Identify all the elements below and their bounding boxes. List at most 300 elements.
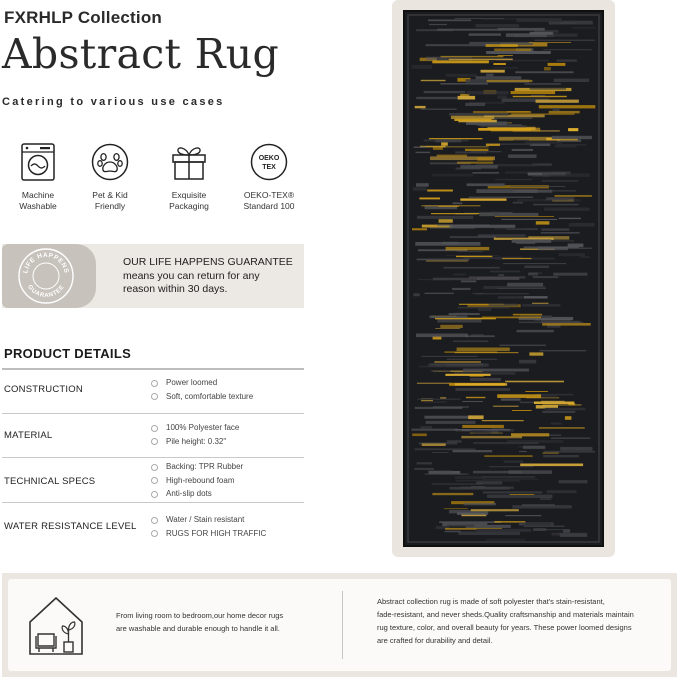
rug-texture-stroke bbox=[544, 67, 551, 70]
rug-texture-stroke bbox=[454, 429, 510, 430]
rug-texture-stroke bbox=[421, 426, 432, 428]
rug-texture-stroke bbox=[477, 529, 532, 532]
rug-texture-stroke bbox=[494, 228, 522, 229]
rug-texture-stroke bbox=[513, 140, 529, 141]
rug-texture-stroke bbox=[483, 491, 542, 493]
rug-texture-stroke bbox=[466, 397, 486, 398]
rug-texture-stroke bbox=[489, 304, 518, 307]
rug-texture-stroke bbox=[565, 416, 572, 420]
rug-texture-stroke bbox=[513, 202, 523, 204]
rug-texture-stroke bbox=[453, 341, 488, 342]
rug-texture-stroke bbox=[432, 493, 473, 495]
rug-texture-stroke bbox=[444, 508, 468, 509]
feature-machine-washable bbox=[2, 142, 74, 212]
rug-texture-stroke bbox=[524, 526, 565, 527]
rug-texture-stroke bbox=[412, 65, 432, 69]
rug-texture-stroke bbox=[543, 49, 591, 50]
detail-label: WATER RESISTANCE LEVEL bbox=[4, 521, 137, 532]
rug-texture-stroke bbox=[455, 151, 487, 153]
bottom-right-line2: fade-resistant, and never sheds.Quality craftsmanship and materials maintain bbox=[377, 610, 634, 619]
rug-texture-stroke bbox=[555, 195, 592, 197]
guarantee-text bbox=[123, 256, 303, 297]
rug-texture-stroke bbox=[461, 281, 476, 283]
rug-texture-stroke bbox=[447, 525, 474, 527]
rug-texture-stroke bbox=[544, 451, 595, 453]
rug-texture-stroke bbox=[416, 334, 468, 338]
rug-texture-stroke bbox=[452, 288, 471, 290]
rug-texture-stroke bbox=[539, 427, 585, 428]
rug-texture-stroke bbox=[460, 165, 497, 169]
rug-texture-stroke bbox=[505, 381, 564, 383]
rug-texture-stroke bbox=[467, 183, 505, 186]
rug-texture-stroke bbox=[453, 202, 463, 204]
rug-texture-stroke bbox=[473, 172, 500, 174]
rug-texture-stroke bbox=[493, 63, 506, 65]
rug-texture-stroke bbox=[525, 141, 562, 143]
bottom-info-card bbox=[8, 579, 671, 671]
rug-texture-stroke bbox=[456, 388, 511, 391]
rug-texture-stroke bbox=[544, 208, 590, 212]
page-title: Abstract Rug bbox=[2, 30, 280, 78]
rug-texture-stroke bbox=[414, 468, 434, 470]
rug-texture-stroke bbox=[559, 253, 585, 256]
rug-texture-stroke bbox=[454, 119, 491, 121]
rug-texture-stroke bbox=[513, 96, 567, 97]
rug-texture-stroke bbox=[541, 228, 569, 230]
rug-texture-stroke bbox=[441, 142, 448, 145]
rug-texture-stroke bbox=[414, 293, 420, 296]
rug-texture-stroke bbox=[525, 523, 551, 526]
rug-texture-stroke bbox=[519, 451, 527, 452]
rug-texture-stroke bbox=[457, 251, 483, 252]
badge-top-text: LIFE HAPPENS bbox=[22, 251, 70, 275]
rug-texture-stroke bbox=[428, 471, 451, 474]
bottom-right-line4: are crafted for durability and detail. bbox=[377, 636, 493, 645]
rug-texture-stroke bbox=[481, 70, 505, 73]
feature-label-line2: Friendly bbox=[94, 201, 126, 211]
rug-texture-stroke bbox=[524, 83, 560, 85]
bottom-info-panel bbox=[2, 573, 677, 677]
oeko-icon-text: OEKO bbox=[258, 155, 280, 162]
rug-texture-stroke bbox=[449, 313, 480, 315]
feature-label-line2: Standard 100 bbox=[243, 201, 295, 211]
detail-item: Backing: TPR Rubber bbox=[150, 462, 304, 476]
rug-texture-stroke bbox=[412, 434, 427, 437]
rug-texture-stroke bbox=[429, 316, 467, 319]
rug-texture-stroke bbox=[483, 479, 538, 480]
divider bbox=[2, 502, 304, 503]
rug-texture-stroke bbox=[486, 44, 518, 47]
rug-texture-stroke bbox=[432, 174, 474, 177]
rug-texture-stroke bbox=[512, 149, 533, 151]
paw-icon bbox=[90, 142, 130, 182]
rug-texture-stroke bbox=[499, 137, 560, 141]
rug-texture-stroke bbox=[429, 24, 447, 25]
feature-label-line1: Pet & Kid bbox=[92, 190, 128, 200]
guarantee-seal-icon bbox=[17, 247, 75, 305]
rug-texture-stroke bbox=[492, 67, 518, 68]
rug-texture-stroke bbox=[469, 197, 533, 198]
rug-texture-stroke bbox=[497, 288, 546, 289]
home-armchair-icon bbox=[26, 592, 86, 658]
rug-texture-stroke bbox=[541, 401, 565, 403]
rug-texture-stroke bbox=[538, 529, 567, 530]
rug-texture-stroke bbox=[437, 29, 503, 31]
rug-texture-stroke bbox=[487, 80, 533, 82]
divider bbox=[2, 368, 304, 370]
rug-texture-stroke bbox=[486, 144, 500, 146]
rug-texture-stroke bbox=[569, 223, 595, 227]
rug-texture-stroke bbox=[551, 423, 562, 425]
rug-texture-stroke bbox=[503, 263, 566, 264]
rug-texture-stroke bbox=[446, 74, 477, 77]
detail-label: CONSTRUCTION bbox=[4, 384, 83, 395]
rug-texture-stroke bbox=[512, 239, 552, 243]
rug-texture-stroke bbox=[464, 503, 496, 505]
rug-texture-stroke bbox=[458, 531, 520, 535]
detail-item: Water / Stain resistant bbox=[150, 515, 304, 529]
rug-texture-stroke bbox=[505, 515, 541, 516]
rug-texture-stroke bbox=[455, 383, 507, 385]
rug-texture-stroke bbox=[560, 447, 592, 451]
rug-texture-stroke bbox=[457, 512, 488, 514]
rug-texture-stroke bbox=[439, 219, 453, 223]
rug-texture-stroke bbox=[447, 359, 497, 360]
rug-texture-stroke bbox=[437, 224, 490, 226]
rug-texture-stroke bbox=[417, 259, 470, 261]
feature-label-line2: Washable bbox=[19, 201, 57, 211]
rug-texture-stroke bbox=[460, 198, 506, 200]
rug-texture-stroke bbox=[533, 204, 579, 206]
rug-texture-stroke bbox=[435, 328, 460, 329]
rug-texture-stroke bbox=[473, 111, 531, 113]
feature-label-line1: Exquisite bbox=[171, 190, 207, 200]
rug-texture-stroke bbox=[473, 442, 538, 444]
rug-texture-stroke bbox=[458, 96, 476, 100]
washing-machine-icon bbox=[18, 142, 58, 182]
rug-texture-stroke bbox=[462, 401, 483, 402]
rug-texture-stroke bbox=[440, 83, 488, 85]
rug-texture-stroke bbox=[568, 128, 578, 131]
rug-texture-stroke bbox=[417, 216, 473, 219]
rug-texture-stroke bbox=[482, 19, 535, 20]
bottom-left-line2: are washable and durable enough to handle it all. bbox=[116, 624, 280, 633]
rug-texture-stroke bbox=[533, 276, 559, 278]
bottom-left-text bbox=[116, 609, 326, 635]
rug-texture-stroke bbox=[476, 24, 520, 27]
rug-texture-stroke bbox=[501, 219, 557, 220]
rug-texture-stroke bbox=[530, 143, 550, 146]
rug-texture-stroke bbox=[513, 314, 542, 316]
rug-texture-stroke bbox=[465, 149, 488, 151]
rug-texture-stroke bbox=[413, 187, 427, 190]
rug-texture-stroke bbox=[580, 256, 589, 258]
rug-texture-stroke bbox=[528, 273, 538, 276]
rug-texture-stroke bbox=[530, 32, 553, 35]
rug-texture-stroke bbox=[422, 443, 446, 446]
oeko-tex-icon bbox=[249, 142, 289, 182]
rug-texture-stroke bbox=[525, 266, 550, 268]
rug-texture-stroke bbox=[479, 212, 500, 215]
divider bbox=[2, 457, 304, 458]
detail-label: TECHNICAL SPECS bbox=[4, 476, 96, 487]
rug-texture-stroke bbox=[411, 429, 457, 431]
rug-texture-stroke bbox=[440, 146, 489, 147]
rug-texture-stroke bbox=[512, 410, 532, 411]
rug-texture-stroke bbox=[495, 179, 532, 180]
rug-texture-stroke bbox=[470, 375, 484, 377]
rug-texture-stroke bbox=[425, 416, 473, 419]
rug-texture-stroke bbox=[516, 190, 576, 191]
feature-label-line1: Machine bbox=[21, 190, 55, 200]
rug-texture-stroke bbox=[524, 247, 579, 249]
rug-texture-stroke bbox=[535, 40, 596, 41]
rug-pattern bbox=[405, 12, 602, 545]
rug-texture-stroke bbox=[419, 198, 440, 200]
rug-texture-stroke bbox=[520, 464, 583, 467]
svg-text:GUARANTEE bbox=[26, 284, 66, 299]
bottom-left-line1: From living room to bedroom,our home decor rugs bbox=[116, 611, 284, 620]
rug-texture-stroke bbox=[542, 394, 557, 397]
rug-texture-stroke bbox=[523, 446, 545, 449]
rug-texture-stroke bbox=[469, 33, 501, 35]
rug-texture-stroke bbox=[557, 144, 586, 145]
rug-texture-stroke bbox=[440, 397, 446, 398]
rug-texture-stroke bbox=[417, 383, 451, 384]
rug-texture-stroke bbox=[449, 113, 508, 116]
rug-texture-stroke bbox=[467, 91, 509, 95]
rug-texture-stroke bbox=[421, 109, 457, 110]
rug-texture-stroke bbox=[542, 411, 575, 413]
rug-texture-stroke bbox=[509, 470, 552, 474]
rug-texture-stroke bbox=[482, 317, 541, 319]
rug-texture-stroke bbox=[475, 293, 529, 294]
rug-texture-stroke bbox=[517, 330, 554, 332]
divider bbox=[2, 413, 304, 414]
rug-texture-stroke bbox=[428, 20, 471, 22]
feature-label-line1: OEKO-TEX® bbox=[243, 190, 295, 200]
rug-texture-stroke bbox=[438, 319, 482, 323]
rug-texture-stroke bbox=[416, 152, 431, 153]
rug-texture-stroke bbox=[511, 114, 574, 115]
rug-texture-stroke bbox=[486, 51, 551, 54]
rug-texture-stroke bbox=[428, 364, 478, 367]
detail-items bbox=[150, 378, 304, 405]
rug-texture-stroke bbox=[486, 539, 525, 541]
rug-texture-stroke bbox=[543, 453, 559, 454]
rug-texture-stroke bbox=[510, 186, 565, 187]
bottom-right-line3: rug texture, color, and overall beauty for years. These power loomed designs bbox=[377, 623, 632, 632]
rug-texture-stroke bbox=[529, 352, 543, 355]
rug-texture-stroke bbox=[426, 261, 468, 262]
rug-texture-stroke bbox=[462, 425, 504, 428]
rug-texture-stroke bbox=[471, 509, 519, 511]
rug-texture-stroke bbox=[497, 394, 541, 398]
rug-texture-stroke bbox=[433, 406, 469, 407]
rug-texture-stroke bbox=[437, 155, 467, 157]
rug-texture-stroke bbox=[498, 274, 504, 276]
rug-texture-stroke bbox=[532, 303, 548, 304]
rug-texture-stroke bbox=[474, 430, 492, 433]
rug-texture-stroke bbox=[432, 484, 483, 485]
rug-texture-stroke bbox=[560, 533, 588, 537]
rug-texture-stroke bbox=[497, 96, 506, 99]
detail-item: Anti-slip dots bbox=[150, 489, 304, 503]
rug-texture-stroke bbox=[540, 497, 552, 500]
rug-texture-stroke bbox=[498, 296, 524, 298]
rug-texture-stroke bbox=[541, 321, 580, 323]
rug-texture-stroke bbox=[446, 255, 499, 256]
detail-item: High-rebound foam bbox=[150, 476, 304, 490]
rug-texture-stroke bbox=[456, 480, 520, 482]
rug-texture-stroke bbox=[476, 76, 522, 79]
rug-texture-stroke bbox=[455, 352, 519, 353]
rug-texture-stroke bbox=[424, 139, 469, 141]
guarantee-banner bbox=[2, 244, 304, 308]
tagline: Catering to various use cases bbox=[2, 96, 225, 108]
rug-texture-stroke bbox=[515, 71, 573, 73]
rug-texture-stroke bbox=[499, 345, 545, 346]
rug-texture-stroke bbox=[414, 147, 426, 148]
rug-texture-stroke bbox=[434, 361, 481, 362]
rug-texture-stroke bbox=[463, 369, 529, 372]
guarantee-heading: OUR LIFE HAPPENS GUARANTEE bbox=[123, 256, 293, 268]
badge-bottom-text: GUARANTEE bbox=[26, 284, 66, 300]
rug-texture-stroke bbox=[502, 258, 531, 259]
rug-texture-stroke bbox=[543, 455, 579, 457]
bottom-right-text bbox=[377, 595, 662, 647]
rug-texture-stroke bbox=[541, 232, 580, 234]
rug-texture-stroke bbox=[524, 296, 548, 298]
rug-texture-stroke bbox=[511, 91, 555, 94]
rug-texture-stroke bbox=[554, 79, 590, 82]
rug-texture-stroke bbox=[557, 60, 577, 62]
rug-texture-stroke bbox=[432, 452, 449, 453]
rug-texture-stroke bbox=[546, 198, 568, 201]
rug-texture-stroke bbox=[458, 307, 510, 309]
rug-texture-stroke bbox=[542, 404, 581, 405]
detail-label: MATERIAL bbox=[4, 430, 53, 441]
rug-texture-stroke bbox=[477, 157, 493, 161]
rug-texture-stroke bbox=[438, 206, 459, 207]
rug-texture-stroke bbox=[429, 138, 482, 139]
rug-texture-stroke bbox=[530, 88, 566, 90]
rug-texture-stroke bbox=[522, 504, 555, 506]
rug-texture-stroke bbox=[418, 399, 461, 401]
rug-texture-stroke bbox=[417, 462, 432, 464]
rug-texture-stroke bbox=[453, 274, 466, 276]
rug-texture-stroke bbox=[498, 28, 545, 31]
rug-texture-stroke bbox=[416, 97, 457, 99]
rug-texture-stroke bbox=[519, 360, 536, 364]
rug-texture-stroke bbox=[433, 147, 443, 150]
rug-texture-stroke bbox=[504, 460, 523, 463]
rug-texture-stroke bbox=[478, 128, 531, 131]
rug-texture-stroke bbox=[545, 408, 585, 410]
rug-texture-stroke bbox=[457, 162, 493, 164]
rug-texture-stroke bbox=[468, 415, 483, 419]
rug-texture-stroke bbox=[455, 476, 486, 479]
rug-texture-stroke bbox=[449, 59, 513, 60]
detail-items bbox=[150, 462, 304, 503]
feature-icons bbox=[2, 142, 302, 222]
guarantee-line2: reason within 30 days. bbox=[123, 283, 228, 295]
rug-texture-stroke bbox=[498, 55, 513, 56]
rug-texture-stroke bbox=[446, 247, 490, 250]
rug-texture-stroke bbox=[457, 348, 510, 352]
rug-texture-stroke bbox=[493, 406, 518, 407]
rug-texture-stroke bbox=[540, 350, 587, 351]
rug-texture-stroke bbox=[415, 448, 476, 450]
feature-oeko-tex bbox=[233, 142, 305, 212]
rug-texture-stroke bbox=[441, 56, 504, 57]
rug-texture-stroke bbox=[528, 236, 569, 240]
rug-texture-stroke bbox=[507, 283, 543, 287]
rug-texture-stroke bbox=[447, 440, 462, 442]
rug-texture-stroke bbox=[548, 63, 566, 66]
rug-texture-stroke bbox=[489, 466, 533, 467]
rug-texture-stroke bbox=[551, 438, 591, 439]
rug-texture-stroke bbox=[532, 175, 550, 177]
feature-exquisite-packaging bbox=[153, 142, 225, 212]
rug-texture-stroke bbox=[542, 323, 591, 326]
rug-texture-stroke bbox=[425, 401, 447, 403]
rug-texture-stroke bbox=[415, 242, 480, 246]
rug-texture-stroke bbox=[510, 494, 535, 495]
rug-texture-stroke bbox=[478, 277, 520, 280]
bottom-right-line1: Abstract collection rug is made of soft polyester that's stain-resistant, bbox=[377, 597, 605, 606]
rug-texture-stroke bbox=[549, 111, 580, 114]
brand-name: FXRHLP Collection bbox=[4, 8, 162, 27]
detail-item: Soft, comfortable texture bbox=[150, 392, 304, 406]
rug-texture-stroke bbox=[536, 221, 550, 224]
rug-texture-stroke bbox=[542, 180, 579, 182]
detail-items bbox=[150, 423, 304, 450]
rug-texture-stroke bbox=[486, 74, 493, 77]
rug-texture-stroke bbox=[525, 391, 548, 392]
rug-texture-stroke bbox=[512, 508, 571, 509]
detail-item: Pile height: 0.32" bbox=[150, 437, 304, 451]
rug-texture-stroke bbox=[418, 279, 462, 280]
gift-box-icon bbox=[169, 142, 209, 182]
tex-icon-text: TEX bbox=[262, 164, 276, 171]
rug-texture-stroke bbox=[424, 91, 465, 93]
rug-texture-stroke bbox=[552, 136, 592, 139]
detail-item: RUGS FOR HIGH TRAFFIC bbox=[150, 529, 304, 543]
rug-texture-stroke bbox=[490, 271, 520, 273]
rug-texture-stroke bbox=[478, 234, 526, 236]
rug-texture-stroke bbox=[440, 325, 462, 328]
rug-texture-stroke bbox=[494, 49, 531, 52]
rug-texture-stroke bbox=[547, 490, 577, 493]
rug-texture-stroke bbox=[553, 108, 560, 111]
rug-texture-stroke bbox=[508, 155, 536, 158]
rug-texture-stroke bbox=[453, 450, 493, 452]
rug-texture-stroke bbox=[560, 22, 575, 24]
feature-pet-kid-friendly bbox=[74, 142, 146, 212]
rug-texture-stroke bbox=[529, 42, 571, 43]
rug-texture-stroke bbox=[471, 486, 485, 489]
rug-texture-stroke bbox=[426, 421, 476, 424]
rug-texture-stroke bbox=[484, 456, 532, 457]
rug-texture-stroke bbox=[445, 531, 461, 533]
rug-texture-stroke bbox=[483, 476, 536, 478]
rug-texture-stroke bbox=[416, 183, 429, 187]
rug-texture-stroke bbox=[536, 100, 579, 103]
rug-texture-stroke bbox=[482, 420, 524, 421]
detail-item: 100% Polyester face bbox=[150, 423, 304, 437]
rug-texture-stroke bbox=[443, 267, 499, 269]
